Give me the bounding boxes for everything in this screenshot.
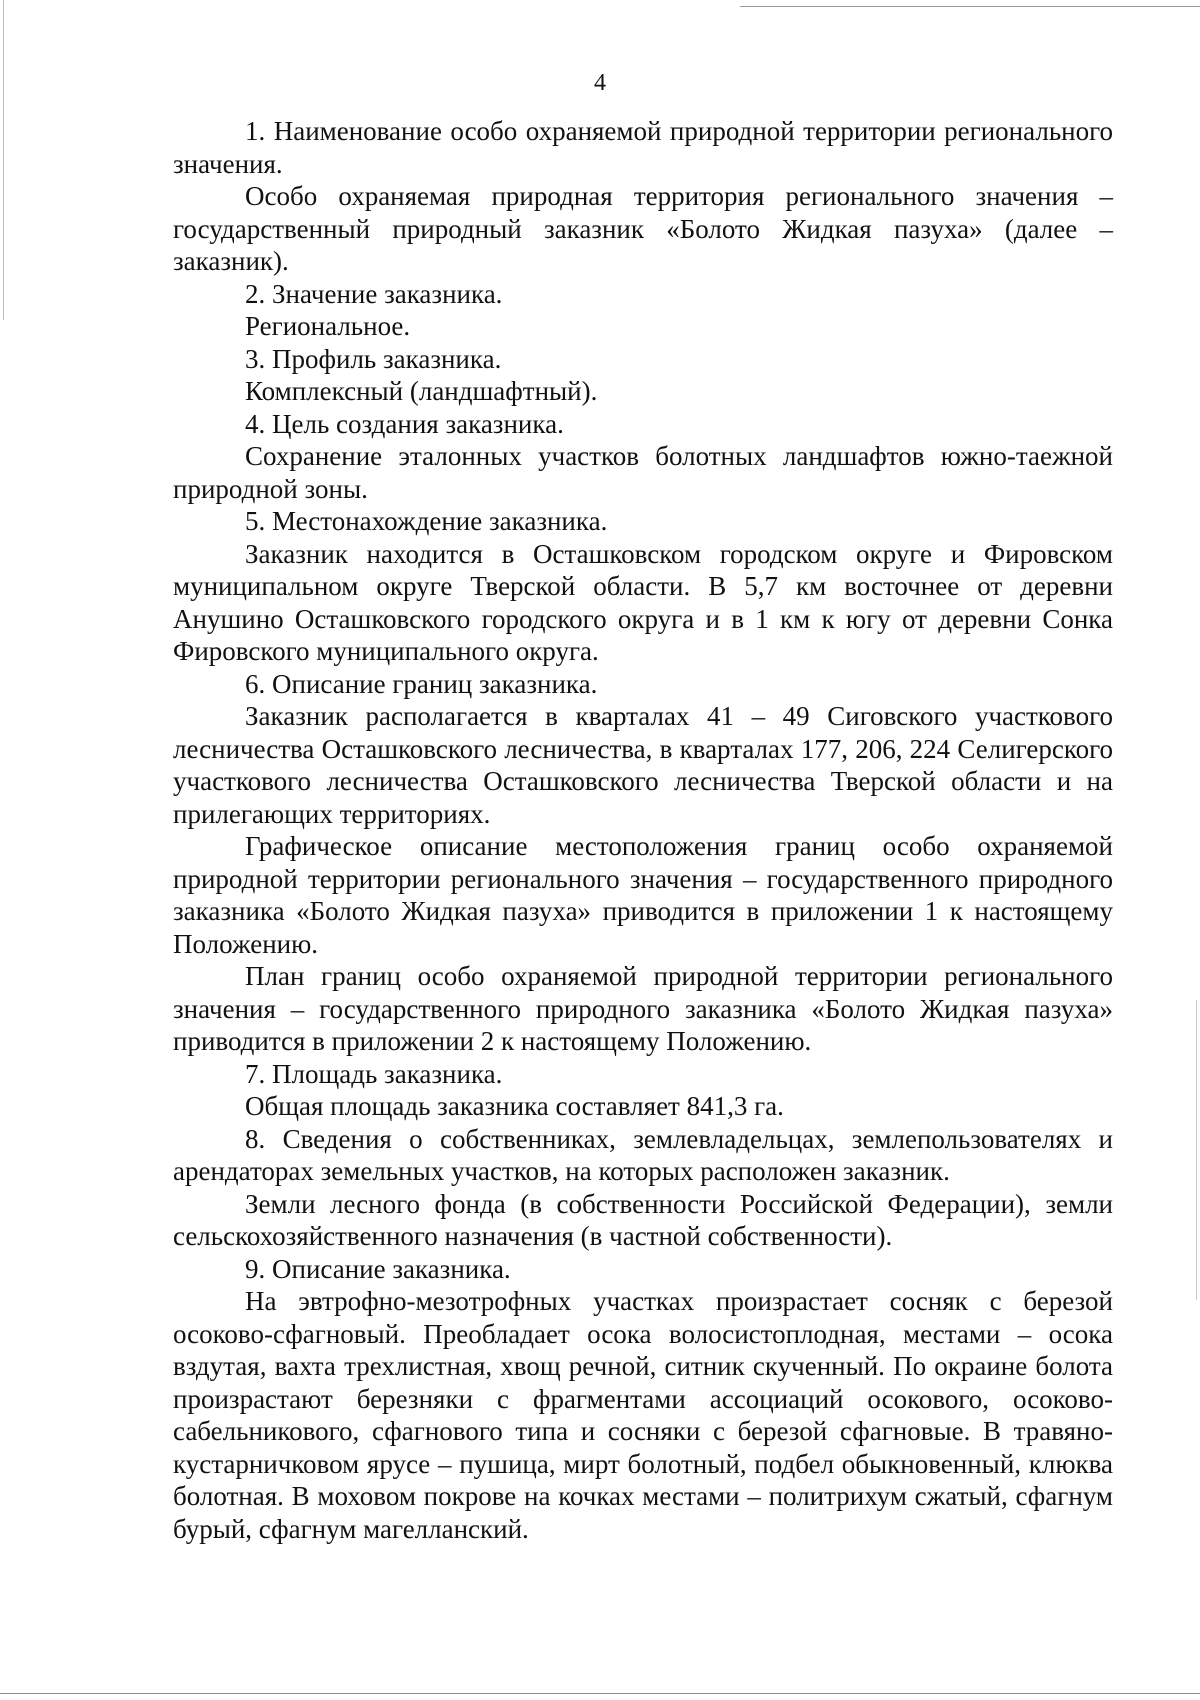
paragraph-section-3-heading: 3. Профиль заказника. xyxy=(245,343,502,374)
paragraph-section-5-heading: 5. Местонахождение заказника. xyxy=(245,506,608,536)
paragraph-section-2-heading: 2. Значение заказника. xyxy=(245,278,503,309)
paragraph-section-1-heading: 1. Наименование особо охраняемой природной территории регионального значения. xyxy=(173,116,1113,179)
paragraph-section-6-heading: 6. Описание границ заказника. xyxy=(245,668,598,699)
paragraph-section-7-body: Общая площадь заказника составляет 841,3 га. xyxy=(245,1091,784,1121)
document-body xyxy=(173,115,1113,1545)
paragraph-section-4-heading: 4. Цель создания заказника. xyxy=(245,408,564,439)
paragraph-section-9-body: На эвтрофно-мезотрофных участках произрастает сосняк с березой осоково-сфагновый. Преобладает осока волосистоплодная, местами – осока вздутая, вахта трехлистная, хвощ речной, ситник скученный. По окраине болота произрастают березняки с фрагментами ассоциаций осокового, осоково-сабельникового, сфагнового типа и сосняки с березой сфагновые. В травяно-кустарничковом ярусе – пушица, мирт болотный, подбел обыкновенный, клюква болотная. В моховом покрове на кочках местами – политрихум сжатый, сфагнум бурый, сфагнум магелланский. xyxy=(173,1286,1113,1544)
paragraph-section-9-heading: 9. Описание заказника. xyxy=(245,1253,511,1284)
paragraph-section-6-body-graphic: Графическое описание местоположения границ особо охраняемой природной территории регионального значения – государственного природного заказника «Болото Жидкая пазуха» приводится в приложении 1 к настоящему Положению. xyxy=(173,831,1113,959)
page-number: 4 xyxy=(594,70,606,96)
paragraph-section-6-body-plan: План границ особо охраняемой природной территории регионального значения – государственного природного заказника «Болото Жидкая пазуха» приводится в приложении 2 к настоящему Положению. xyxy=(173,961,1113,1056)
paragraph-section-2-body: Региональное. xyxy=(245,311,411,341)
paragraph-section-5-body: Заказник находится в Осташковском городском округе и Фировском муниципальном округе Тверской области. В 5,7 км восточнее от деревни Анушино Осташковского городского округа и в 1 км к югу от деревни Сонка Фировского муниципального округа. xyxy=(173,538,1113,666)
paragraph-section-8-body: Земли лесного фонда (в собственности Российской Федерации), земли сельскохозяйственного назначения (в частной собственности). xyxy=(173,1188,1113,1251)
paragraph-section-3-body: Комплексный (ландшафтный). xyxy=(245,376,598,406)
paragraph-section-6-body-quarters: Заказник располагается в кварталах 41 – 49 Сиговского участкового лесничества Осташковского лесничества, в кварталах 177, 206, 224 Селигерского участкового лесничества Осташковского лесничества Тверской области и на прилегающих территориях. xyxy=(173,701,1113,829)
scan-edge-right xyxy=(1196,1000,1197,1300)
scan-edge-left xyxy=(3,0,4,320)
paragraph-section-7-heading: 7. Площадь заказника. xyxy=(245,1058,503,1089)
scan-edge-bottom xyxy=(0,1693,1200,1694)
paragraph-section-8-heading: 8. Сведения о собственниках, землевладельцах, землепользователях и арендаторах земельных участков, на которых расположен заказник. xyxy=(173,1123,1113,1186)
paragraph-section-4-body: Сохранение эталонных участков болотных ландшафтов южно-таежной природной зоны. xyxy=(173,441,1113,504)
scan-edge-top xyxy=(740,6,1200,7)
paragraph-section-1-body: Особо охраняемая природная территория регионального значения – государственный природный заказник «Болото Жидкая пазуха» (далее – заказник). xyxy=(173,181,1113,276)
